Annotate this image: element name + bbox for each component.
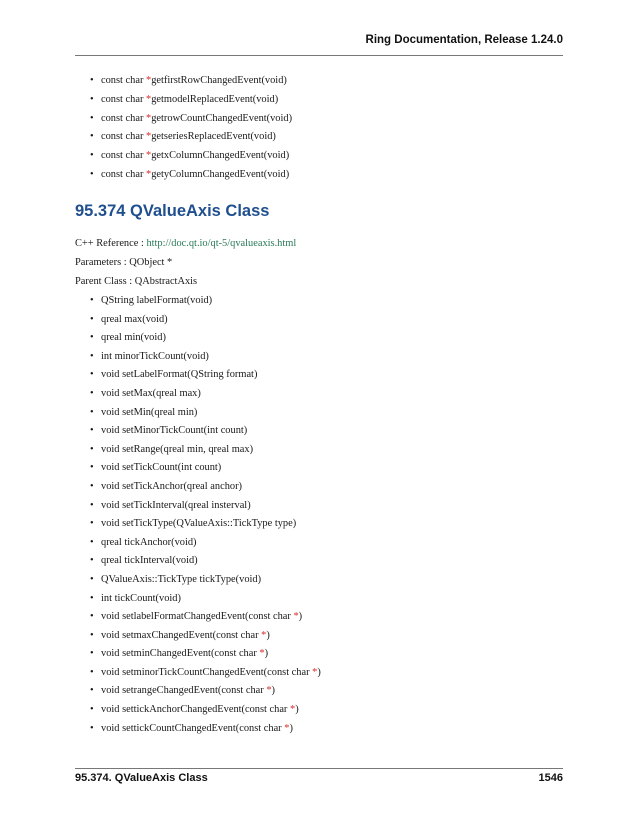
pointer-star: * (312, 666, 318, 678)
list-item (90, 169, 292, 188)
item-text-tail: getmodelReplacedEvent(void) (151, 93, 279, 105)
method-item (90, 369, 321, 388)
method-item (90, 555, 321, 574)
method-item (90, 574, 321, 593)
method-item (90, 518, 321, 537)
list-item (90, 113, 292, 132)
method-item (90, 537, 321, 556)
pointer-star: * (146, 75, 152, 86)
method-item (90, 314, 321, 333)
pointer-star: * (284, 722, 290, 734)
method-item (90, 723, 321, 742)
cpp-reference-link[interactable]: http://doc.qt.io/qt-5/qvalueaxis.html (146, 238, 297, 249)
pointer-star: * (146, 150, 152, 162)
header-rule (75, 55, 563, 56)
item-text-tail: getxColumnChangedEvent(void) (151, 150, 290, 162)
item-text-tail: getrowCountChangedEvent(void) (151, 112, 293, 124)
item-text: void setTickInterval(qreal insterval) (101, 499, 251, 511)
item-text: QValueAxis::TickType tickType(void) (101, 573, 262, 585)
item-text-tail: getfirstRowChangedEvent(void) (151, 75, 287, 86)
item-text: void setTickType(QValueAxis::TickType type) (101, 518, 297, 530)
pointer-star: * (146, 112, 152, 124)
parent-class-line: Parent Class : QAbstractAxis (75, 276, 198, 287)
item-text: const char (101, 131, 147, 143)
item-text: void settickAnchorChangedEvent(const char (101, 704, 290, 716)
pointer-star: * (146, 93, 152, 105)
pointer-star: * (266, 685, 272, 697)
pointer-star: * (146, 131, 152, 143)
pointer-star: * (146, 168, 152, 180)
method-item (90, 685, 321, 704)
pointer-star: * (261, 629, 267, 641)
item-text: const char (101, 75, 147, 86)
method-item (90, 500, 321, 519)
method-item (90, 388, 321, 407)
method-item (90, 667, 321, 686)
item-text: void setTickAnchor(qreal anchor) (101, 480, 243, 492)
item-text: qreal tickAnchor(void) (101, 536, 197, 548)
item-text-tail: ) (289, 722, 293, 734)
method-list (90, 295, 321, 741)
footer-rule (75, 768, 563, 769)
item-text: void setMin(qreal min) (101, 406, 198, 418)
item-text-tail: ) (317, 666, 321, 678)
method-item (90, 481, 321, 500)
method-item (90, 332, 321, 351)
item-text-tail: ) (264, 648, 269, 660)
list-item (90, 75, 292, 94)
method-item (90, 704, 321, 723)
item-text: qreal tickInterval(void) (101, 555, 198, 567)
pointer-star: * (293, 611, 299, 623)
item-text: const char (101, 112, 147, 124)
section-title: 95.374 QValueAxis Class (75, 202, 270, 220)
item-text: void setminorTickCountChangedEvent(const char (101, 666, 313, 678)
method-item (90, 425, 321, 444)
item-text: qreal max(void) (101, 313, 168, 325)
footer-section: 95.374. QValueAxis Class (75, 772, 208, 784)
item-text: void setrangeChangedEvent(const char (101, 685, 267, 697)
method-item (90, 407, 321, 426)
item-text: void setRange(qreal min, qreal max) (101, 443, 254, 455)
method-item (90, 593, 321, 612)
item-text: void setMinorTickCount(int count) (101, 425, 248, 437)
item-text-tail: ) (295, 704, 299, 716)
item-text-tail: ) (271, 685, 275, 697)
list-item (90, 150, 292, 169)
item-text-tail: getyColumnChangedEvent(void) (151, 168, 290, 180)
item-text: const char (101, 168, 147, 180)
method-item (90, 648, 321, 667)
item-text: void setlabelFormatChangedEvent(const char (101, 611, 294, 623)
method-item (90, 295, 321, 314)
item-text: const char (101, 150, 147, 162)
method-item (90, 444, 321, 463)
method-item (90, 351, 321, 370)
item-text: qreal min(void) (101, 332, 166, 344)
list-item (90, 94, 292, 113)
pointer-star: * (290, 704, 296, 716)
page-header (75, 34, 563, 50)
cpp-reference (75, 238, 296, 250)
event-getter-list (90, 75, 292, 188)
method-item (90, 630, 321, 649)
item-text-tail: getseriesReplacedEvent(void) (151, 131, 276, 143)
item-text-tail: ) (266, 629, 270, 641)
item-text: int tickCount(void) (101, 592, 181, 604)
item-text: void setTickCount(int count) (101, 462, 222, 474)
item-text: QString labelFormat(void) (101, 295, 213, 306)
item-text: const char (101, 93, 147, 105)
item-text: void setMax(qreal max) (101, 387, 201, 399)
parameters-line: Parameters : QObject * (75, 257, 173, 268)
item-text-tail: ) (298, 611, 303, 623)
page-footer (75, 772, 563, 788)
page-number: 1546 (538, 772, 563, 784)
cpp-reference-label: C++ Reference : (75, 238, 147, 249)
item-text: void settickCountChangedEvent(const char (101, 722, 285, 734)
item-text: void setminChangedEvent(const char (101, 648, 260, 660)
item-text: void setLabelFormat(QString format) (101, 369, 258, 381)
item-text: void setmaxChangedEvent(const char (101, 629, 262, 641)
method-item (90, 462, 321, 481)
item-text: int minorTickCount(void) (101, 350, 209, 362)
pointer-star: * (259, 648, 265, 660)
list-item (90, 131, 292, 150)
header-title: Ring Documentation, Release 1.24.0 (365, 34, 563, 46)
method-item (90, 611, 321, 630)
